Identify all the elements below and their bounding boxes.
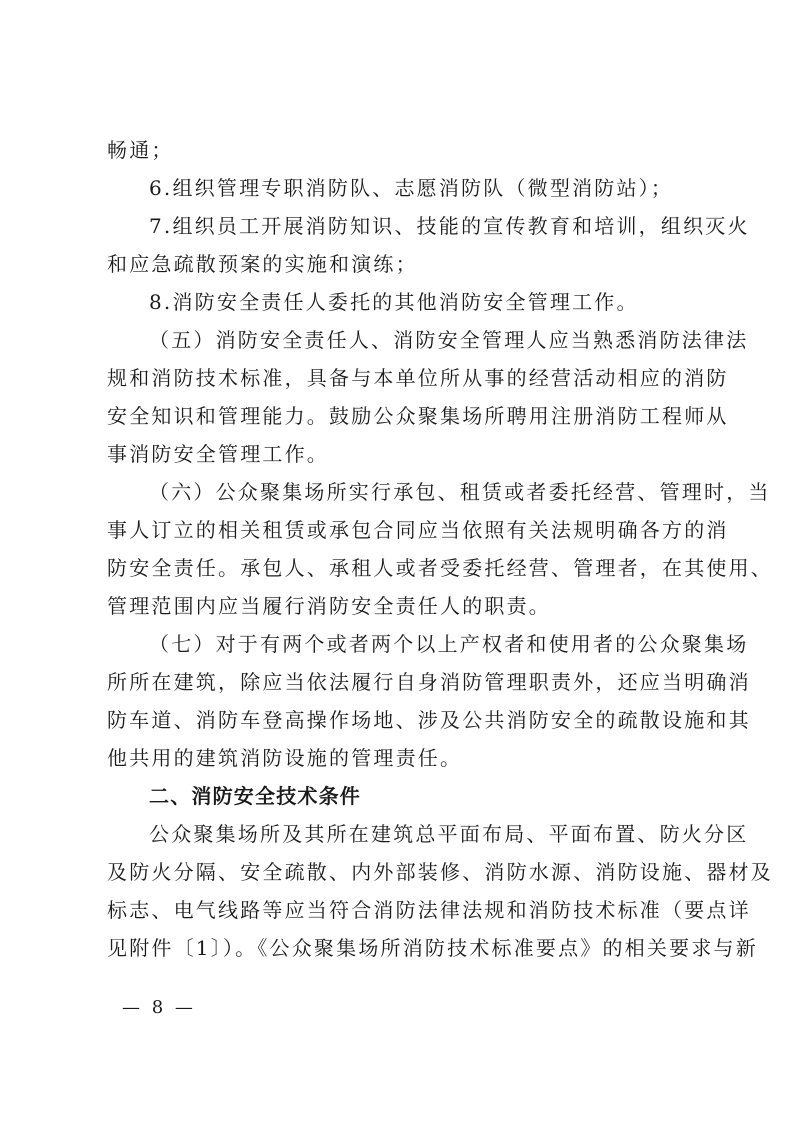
paragraph-line: 标志、电气线路等应当符合消防法律法规和消防技术标准（要点详 bbox=[107, 898, 751, 922]
paragraph-line: 和应急疏散预案的实施和演练； bbox=[107, 252, 418, 276]
paragraph-line: 6.组织管理专职消防队、志愿消防队（微型消防站）； bbox=[149, 176, 674, 200]
page-number: — 8 — bbox=[122, 997, 196, 1018]
paragraph-line: 防车道、消防车登高操作场地、涉及公共消防安全的疏散设施和其 bbox=[107, 708, 751, 732]
section-heading: 二、消防安全技术条件 bbox=[149, 784, 361, 808]
paragraph-line: 8.消防安全责任人委托的其他消防安全管理工作。 bbox=[149, 290, 639, 314]
paragraph-line: （七）对于有两个或者两个以上产权者和使用者的公众聚集场 bbox=[149, 632, 749, 656]
paragraph-line: 管理范围内应当履行消防安全责任人的职责。 bbox=[107, 594, 551, 618]
paragraph-line: 公众聚集场所及其所在建筑总平面布局、平面布置、防火分区 bbox=[149, 822, 749, 846]
paragraph-line: （六）公众聚集场所实行承包、租赁或者委托经营、管理时，当 bbox=[149, 480, 771, 504]
paragraph-line: 及防火分隔、安全疏散、内外部装修、消防水源、消防设施、器材及 bbox=[107, 860, 773, 884]
paragraph-line: 事消防安全管理工作。 bbox=[107, 442, 329, 466]
paragraph-line: 事人订立的相关租赁或承包合同应当依照有关法规明确各方的消 bbox=[107, 518, 729, 542]
paragraph-line: （五）消防安全责任人、消防安全管理人应当熟悉消防法律法 bbox=[149, 328, 749, 352]
paragraph-line: 防安全责任。承包人、承租人或者受委托经营、管理者，在其使用、 bbox=[107, 556, 773, 580]
paragraph-line: 所所在建筑，除应当依法履行自身消防管理职责外，还应当明确消 bbox=[107, 670, 751, 694]
paragraph-line: 规和消防技术标准，具备与本单位所从事的经营活动相应的消防 bbox=[107, 366, 729, 390]
paragraph-line: 畅通； bbox=[107, 138, 174, 162]
paragraph-line: 见附件〔1〕）。《公众聚集场所消防技术标准要点》的相关要求与新 bbox=[107, 936, 758, 960]
paragraph-line: 7.组织员工开展消防知识、技能的宣传教育和培训，组织灭火 bbox=[149, 214, 750, 238]
paragraph-line: 安全知识和管理能力。鼓励公众聚集场所聘用注册消防工程师从 bbox=[107, 404, 729, 428]
paragraph-line: 他共用的建筑消防设施的管理责任。 bbox=[107, 746, 463, 770]
